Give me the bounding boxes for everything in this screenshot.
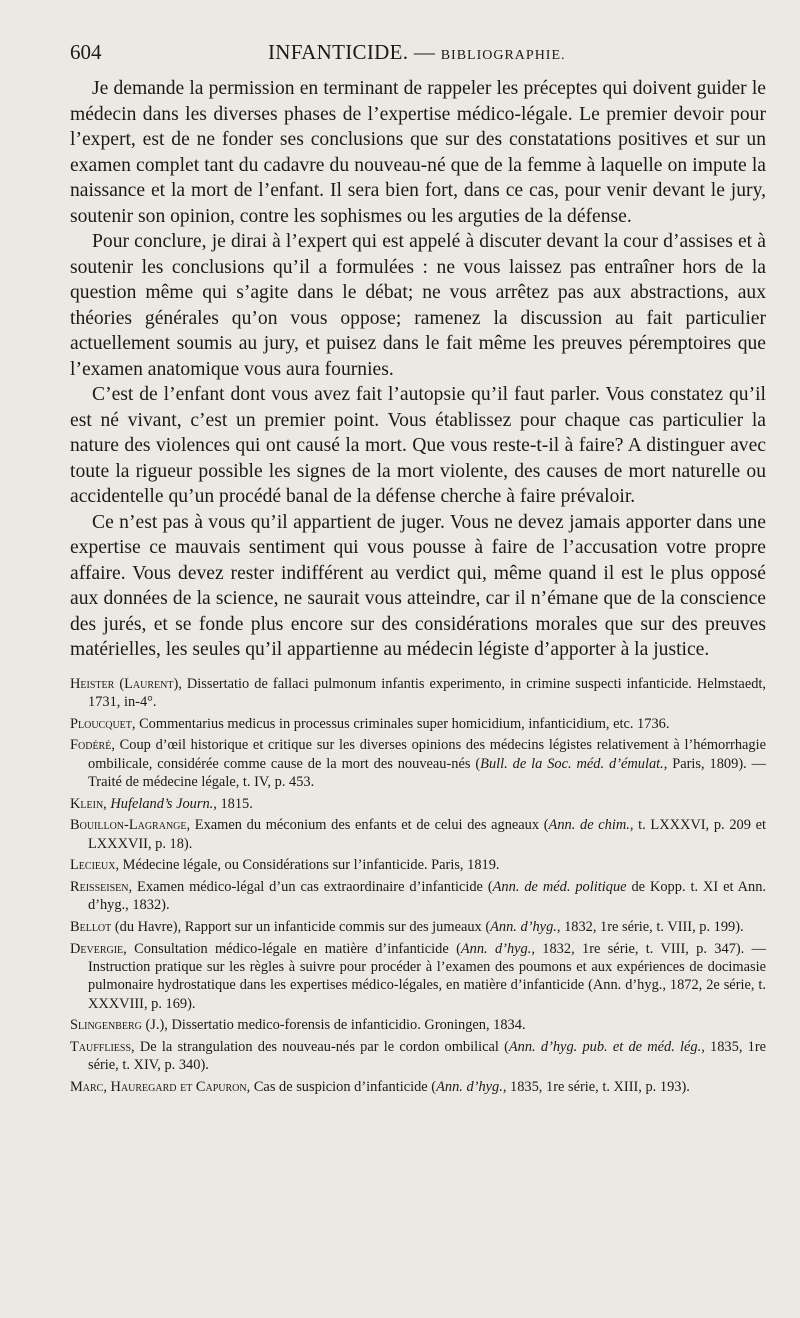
bib-author: Devergie <box>70 940 124 957</box>
bib-text: , Commentarius medicus in processus criminales super homicidium, infanticidium, etc. 1736. <box>131 715 670 732</box>
bibliography-entry <box>70 918 766 936</box>
bib-text: , Cas de suspicion d’infanticide ( <box>246 1079 437 1096</box>
bib-text: , Consultation médico-légale en matière d’infanticide ( <box>123 940 461 957</box>
bib-text: (du Havre), Rapport sur un infanticide commis sur des jumeaux ( <box>111 919 491 936</box>
bib-source: Ann. d’hyg. <box>460 940 532 957</box>
bibliography-entry <box>70 1078 766 1096</box>
running-header <box>70 40 766 70</box>
bib-text-after: , t. LXXXVI, p. 209 et LXXXVII, p. 18). <box>88 817 766 852</box>
bib-author: Bellot <box>70 919 112 936</box>
bibliography-entry <box>70 816 766 852</box>
bib-author: Marc, Hauregard et Capuron <box>70 1079 247 1096</box>
bibliography-entry <box>70 715 766 733</box>
bib-author: Lecieux <box>70 857 116 874</box>
bib-text-after: , 1835, 1re série, t. XIV, p. 340). <box>88 1039 767 1074</box>
bib-author: Klein <box>70 795 104 812</box>
bib-text-after: , 1832, 1re série, t. VIII, p. 199). <box>556 919 744 936</box>
bibliography-entry <box>70 795 766 813</box>
header-title: INFANTICIDE. — <box>268 40 436 64</box>
bib-text-after: , Paris, 1809). — Traité de médecine légale, t. IV, p. 453. <box>88 755 766 790</box>
paragraph: Je demande la permission en terminant de rappeler les préceptes qui doivent guider le médecin dans les diverses phases de l’expertise médico-légale. Le premier devoir pour l’expert, est de ne fonder ses conclusions que sur des constatations positives et sur un examen complet tant du cadavre du nouveau-né que de la femme à laquelle on impute la naissance et la mort de l’enfant. Il sera bien fort, dans ce cas, pour venir devant le jury, soutenir son opinion, contre les sophismes ou les arguties de la défense. <box>70 78 766 227</box>
bib-text: , Dissertatio de fallaci pulmonum infantis experimento, in crimine suspecti infanticide. Helmstaedt, 1731, in-4°. <box>88 675 766 710</box>
bib-text: , Examen médico-légal d’un cas extraordinaire d’infanticide ( <box>128 879 493 896</box>
bib-source: Ann. de méd. politique <box>492 879 627 896</box>
bib-source: Ann. de chim. <box>548 817 630 834</box>
bibliography-entry <box>70 675 766 711</box>
bibliography-entry <box>70 940 766 1013</box>
bib-author: Ploucquet <box>70 715 132 732</box>
bib-text: , Dissertatio medico-forensis de infanticidio. Groningen, 1834. <box>164 1017 526 1034</box>
bib-source: Bull. de la Soc. méd. d’émulat. <box>480 755 664 772</box>
bibliography-entry <box>70 878 766 914</box>
bibliography-entry <box>70 736 766 791</box>
bib-text: , De la strangulation des nouveau-nés par le cordon ombilical ( <box>131 1039 509 1056</box>
bib-author: Reisseisen <box>70 879 129 896</box>
bib-text-after: , 1832, 1re série, t. VIII, p. 347). — Instruction pratique sur les règles à suivre pour procéder à l’examen des poumons et aux expériences de docimasie pulmonaire hydrostatique dans les expertises médico-légales, en matière d’infanticide (Ann. d’hyg., 1872, 2e série, t. XXXVIII, p. 169). <box>88 940 766 1012</box>
paragraph: C’est de l’enfant dont vous avez fait l’autopsie qu’il faut parler. Vous constatez qu’il est né vivant, c’est un premier point. Vous établissez pour chaque cas particulier la nature des violences qui ont causé la mort. Que vous reste-t-il à faire? A distinguer avec toute la rigueur possible les signes de la mort violente, des causes de mort naturelle ou accidentelle qu’un procédé banal de la défense cherche à faire prévaloir. <box>70 384 766 507</box>
header-section: BIBLIOGRAPHIE. <box>440 48 566 63</box>
bib-author: Bouillon-Lagrange <box>70 817 187 834</box>
bib-text-after: , 1835, 1re série, t. XIII, p. 193). <box>502 1079 690 1096</box>
bib-source: Ann. d’hyg. <box>436 1079 503 1096</box>
body-text <box>70 76 766 663</box>
bib-author: Heister (Laurent) <box>70 675 179 692</box>
page-number: 604 <box>70 40 102 64</box>
bib-source: Ann. d’hyg. <box>490 919 557 936</box>
bib-text: , Médecine légale, ou Considérations sur l’infanticide. Paris, 1819. <box>115 857 500 874</box>
bibliography-entry <box>70 1038 766 1074</box>
bib-text-after: , 1815. <box>213 795 253 812</box>
bib-text-after: de Kopp. t. XI et Ann. d’hyg., 1832). <box>88 879 767 914</box>
bibliography <box>70 675 766 1097</box>
bibliography-entry <box>70 1016 766 1034</box>
paragraph: Ce n’est pas à vous qu’il appartient de juger. Vous ne devez jamais apporter dans une expertise ce mauvais sentiment qui vous pousse à faire de l’accusation votre propre affaire. Vous devez rester indifférent au verdict qui, même quand il est le plus opposé aux données de la science, ne saurait vous atteindre, car il n’émane que de la conscience des jurés, et se fonde plus encore sur des considérations morales que sur des preuves matérielles, les seules qu’il appartienne au médecin légiste d’apporter à la justice. <box>70 511 766 660</box>
bib-author: Tauffließ <box>70 1039 132 1056</box>
bib-source: Hufeland’s Journ. <box>110 795 214 812</box>
bib-author: Slingenberg (J.) <box>70 1017 165 1034</box>
bib-text: , Examen du méconium des enfants et de celui des agneaux ( <box>186 817 549 834</box>
paragraph: Pour conclure, je dirai à l’expert qui est appelé à discuter devant la cour d’assises et à soutenir les conclusions qu’il a formulées : ne vous laissez pas entraîner hors de la question même qui s’agite dans le débat; ne vous arrêtez pas aux abstractions, aux théories générales qu’on vous oppose; ramenez la discussion au fait particulier actuellement soumis au jury, et puisez dans le fait même les preuves péremptoires que l’examen anatomique vous aura fournies. <box>70 231 766 380</box>
bib-text: , <box>103 795 111 812</box>
bibliography-entry <box>70 856 766 874</box>
bib-source: Ann. d’hyg. pub. et de méd. lég. <box>508 1039 702 1056</box>
bib-author: Fodéré <box>70 737 112 754</box>
bib-text: , Coup d’œil historique et critique sur les diverses opinions des médecins légistes relativement à l’hémorrhagie ombilicale, considérée comme cause de la mort des nouveau-nés ( <box>88 737 766 772</box>
running-title <box>268 40 566 65</box>
